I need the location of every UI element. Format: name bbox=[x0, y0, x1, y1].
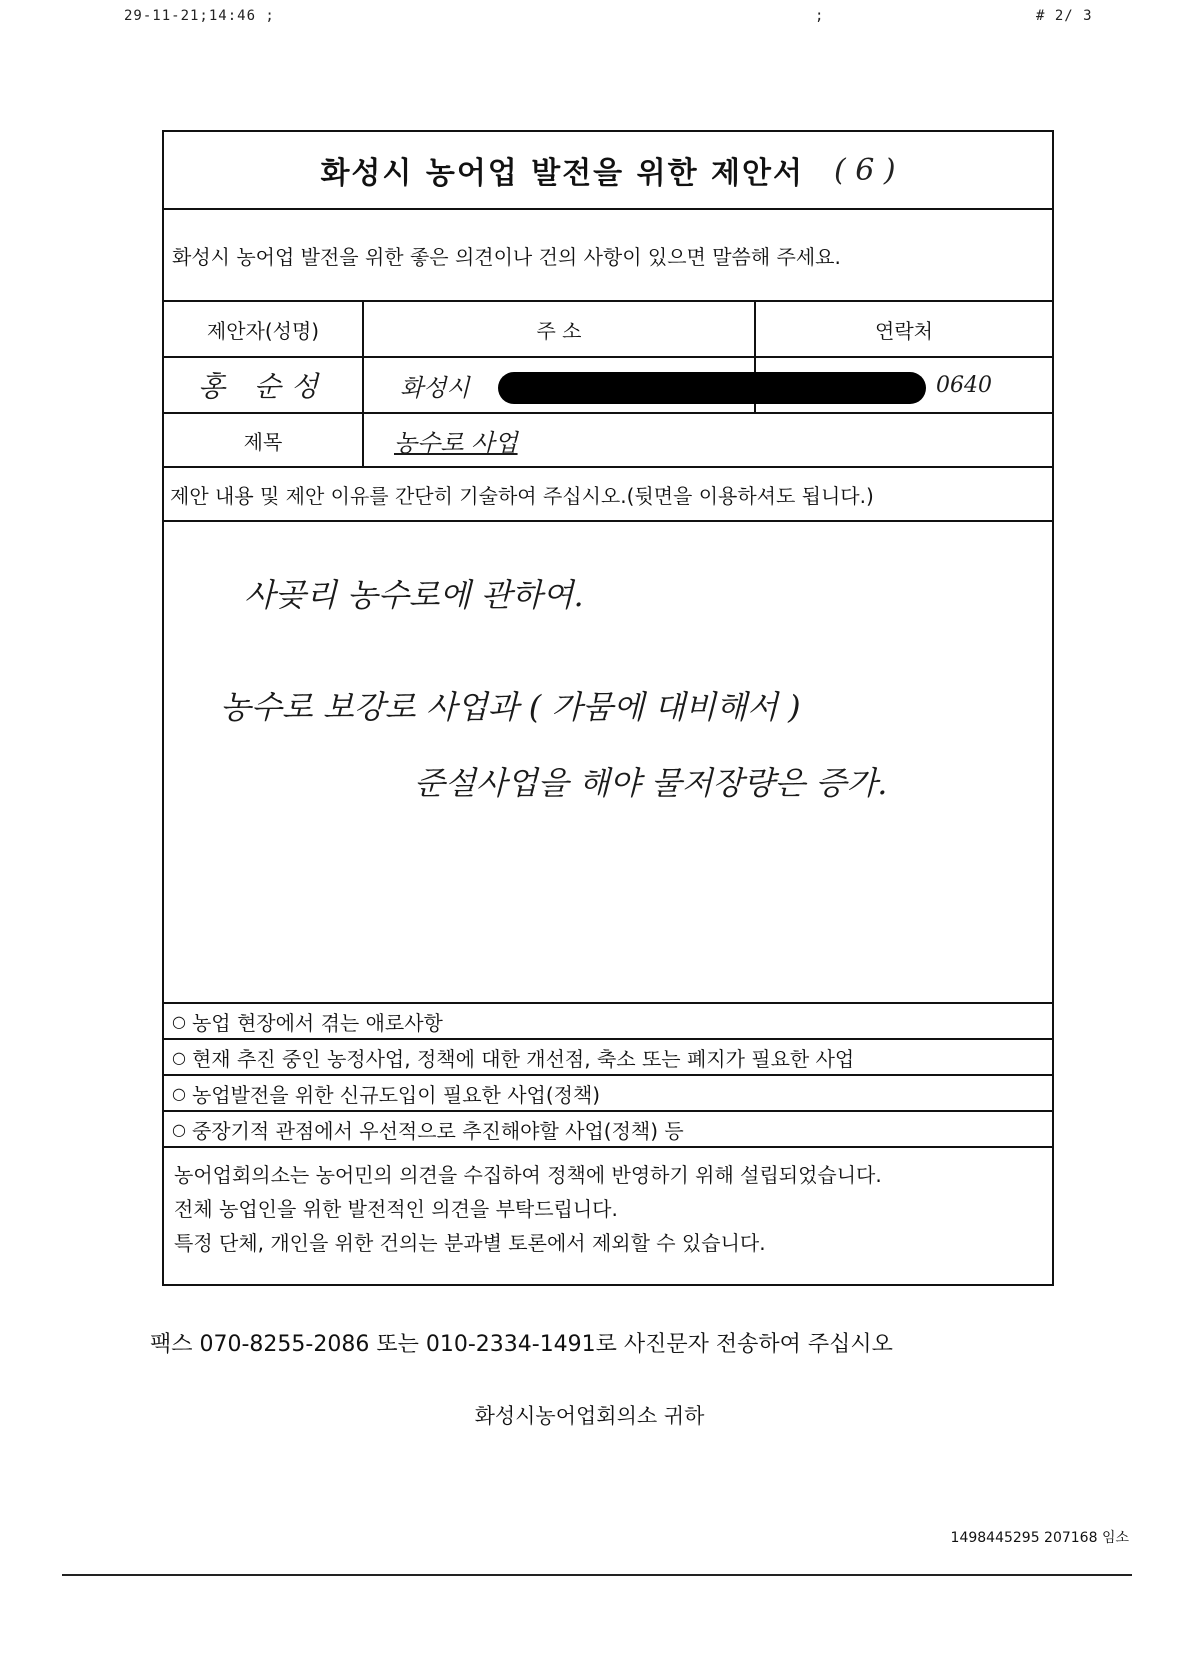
address-header: 주 소 bbox=[364, 302, 756, 356]
contact-value: 0640 bbox=[936, 372, 992, 398]
form-title-row bbox=[164, 132, 1052, 210]
fax-instruction: 팩스 070-8255-2086 또는 010-2334-1491로 사진문자 전송하여 주십시오 bbox=[150, 1332, 893, 1357]
checklist-item: ○ 중장기적 관점에서 우선적으로 추진해야할 사업(정책) 등 bbox=[164, 1112, 1052, 1148]
proposal-form bbox=[162, 130, 1054, 1286]
address-value: 화성시 bbox=[400, 373, 470, 402]
content-line: 준설사업을 해야 물저장량은 증가. bbox=[414, 764, 888, 802]
content-area bbox=[164, 522, 1052, 1004]
footer-id: 1498445295 207168 임소 bbox=[950, 1530, 1129, 1546]
circle-bullet-icon: ○ bbox=[172, 1119, 186, 1139]
subject-row bbox=[164, 414, 1052, 468]
header-row bbox=[164, 302, 1052, 358]
circle-bullet-icon: ○ bbox=[172, 1011, 186, 1031]
circle-bullet-icon: ○ bbox=[172, 1083, 186, 1103]
subject-value-cell bbox=[364, 414, 1052, 466]
fax-header bbox=[0, 8, 1179, 32]
content-guide-row bbox=[164, 468, 1052, 522]
instruction-text: 화성시 농어업 발전을 위한 좋은 의견이나 건의 사항이 있으면 말씀해 주세요. bbox=[172, 244, 841, 269]
checklist-item: ○ 농업 현장에서 겪는 애로사항 bbox=[164, 1004, 1052, 1040]
form-number: ( 6 ) bbox=[833, 152, 896, 188]
fax-page-number: # 2/ 3 bbox=[1036, 8, 1093, 24]
fax-timestamp: 29-11-21;14:46 ; bbox=[124, 8, 275, 24]
note-line: 전체 농업인을 위한 발전적인 의견을 부탁드립니다. bbox=[174, 1197, 618, 1221]
fax-separator: ; bbox=[815, 8, 825, 24]
note-line: 특정 단체, 개인을 위한 건의는 분과별 토론에서 제외할 수 있습니다. bbox=[174, 1231, 766, 1255]
checklist-item: ○ 농업발전을 위한 신규도입이 필요한 사업(정책) bbox=[164, 1076, 1052, 1112]
form-instruction bbox=[164, 210, 1052, 302]
contact-header: 연락처 bbox=[875, 318, 933, 343]
subject-label-cell bbox=[164, 414, 364, 466]
notes-section bbox=[164, 1148, 1052, 1286]
scan-divider bbox=[62, 1574, 1132, 1576]
content-guide: 제안 내용 및 제안 이유를 간단히 기술하여 주십시오.(뒷면을 이용하셔도 됩니다.) bbox=[170, 483, 874, 508]
note-line: 농어업회의소는 농어민의 의견을 수집하여 정책에 반영하기 위해 설립되었습니다. bbox=[174, 1163, 882, 1187]
proposer-name: 홍 순성 bbox=[197, 370, 329, 403]
subject-label: 제목 bbox=[243, 429, 283, 454]
circle-bullet-icon: ○ bbox=[172, 1047, 186, 1067]
proposer-name-header: 제안자(성명) bbox=[164, 302, 364, 356]
subject-value: 농수로 사업 bbox=[394, 428, 518, 457]
checklist-item: ○ 현재 추진 중인 농정사업, 정책에 대한 개선점, 축소 또는 폐지가 필요한 사업 bbox=[164, 1040, 1052, 1076]
content-line: 사곶리 농수로에 관하여. bbox=[244, 576, 584, 614]
values-row bbox=[164, 358, 1052, 414]
redaction-mark bbox=[498, 372, 926, 404]
form-title: 화성시 농어업 발전을 위한 제안서 bbox=[320, 156, 804, 191]
addressee: 화성시농어업회의소 귀하 bbox=[474, 1404, 705, 1428]
proposer-name-cell bbox=[164, 358, 364, 412]
content-line: 농수로 보강로 사업과 ( 가뭄에 대비해서 ) bbox=[220, 688, 801, 726]
